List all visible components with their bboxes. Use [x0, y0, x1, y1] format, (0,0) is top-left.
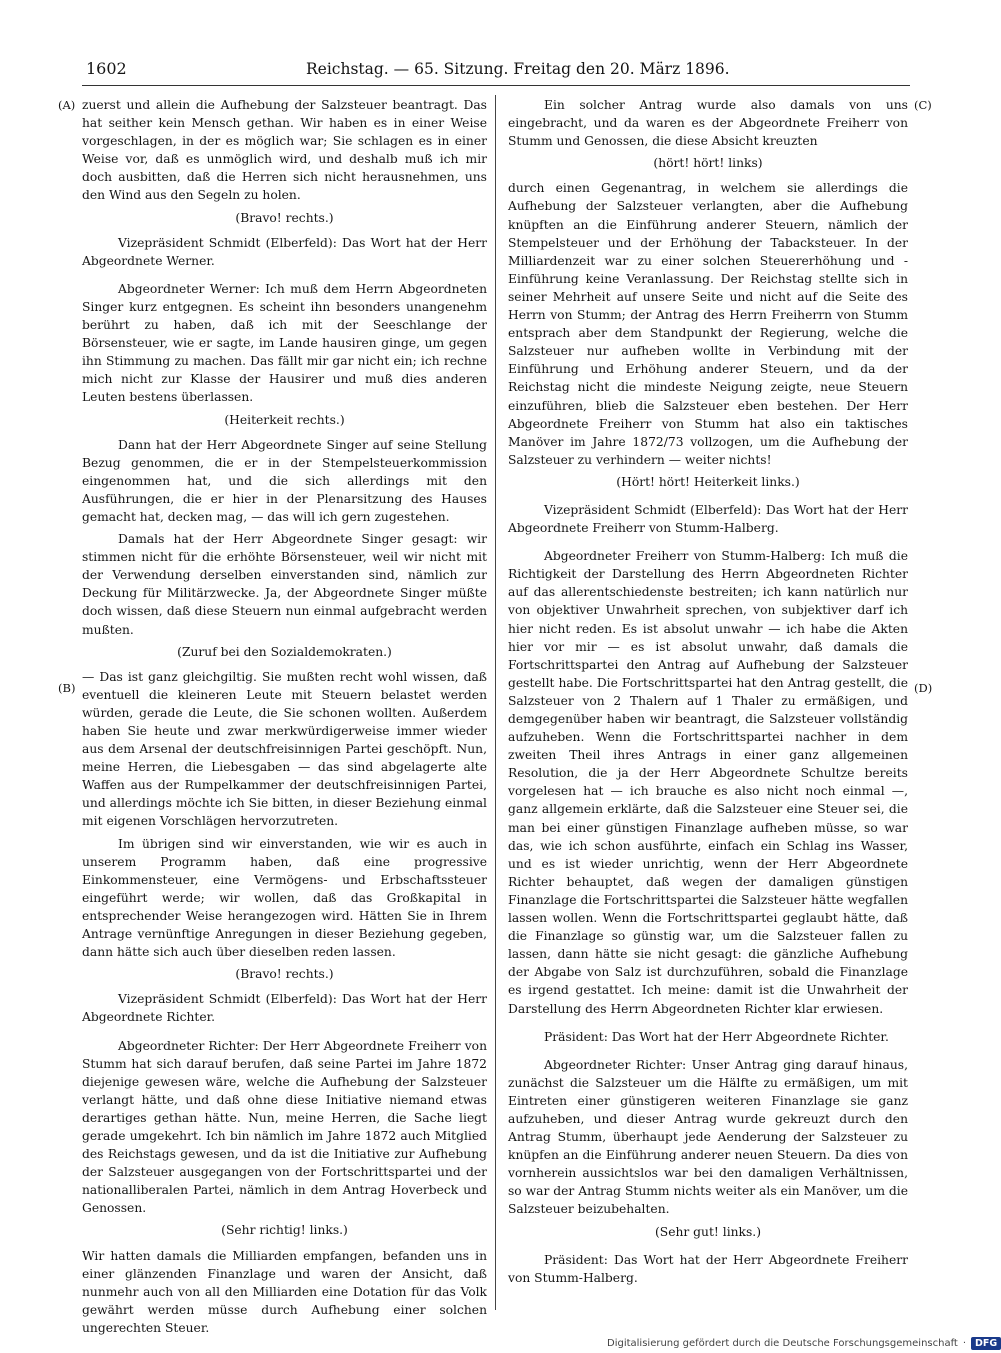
- paragraph: Abgeordneter Richter: Unser Antrag ging darauf hinaus, zunächst die Salzsteuer um die Hälfte zu ermäßigen, um mit Eintreten einer günstigeren weiteren Finanzlage sie ganz aufzuheben, und dieser Antrag wurde gekreuzt durch den Antrag Stumm, überhaupt jede Aenderung der Salzsteuer zu knüpfen an die Einführung anderer neuen Steuern. Da dies von vornherein aussichtslos war bei den damaligen Verhältnissen, so war der Antrag Stumm nichts weiter als ein Manöver, um die Salzsteuer beizubehalten.: [508, 1057, 908, 1217]
- running-head: Reichstag. — 65. Sitzung. Freitag den 20. März 1896.: [306, 60, 730, 78]
- footer-credit: Digitalisierung gefördert durch die Deutsche Forschungsgemeinschaft: [607, 1338, 958, 1349]
- left-column: [82, 96, 487, 1335]
- margin-marker-d: (D): [914, 681, 933, 695]
- paragraph: Abgeordneter Freiherr von Stumm-Halberg: Ich muß die Richtigkeit der Darstellung des Herrn Abgeordneten Richter auf das allerentschiedenste bestreiten; ich kann natürlich nur von objektiver Unwahrheit sprechen, von subjektiver darf ich hier nicht reden. Es ist absolut unwahr — ich habe die Akten hier vor mir — es ist absolut unwahr, daß damals die Fortschrittspartei den Antrag auf Aufhebung der Salzsteuer gestellt habe. Die Fortschrittspartei hat den Antrag gestellt, die Salzsteuer von 2 Thalern auf 1 Thaler zu ermäßigen, und demgegenüber haben wir beantragt, die Salzsteuer vollständig aufzuheben. Wenn die Fortschrittspartei nachher in dem zweiten Theil ihres Antrags in einer ganz allgemeinen Resolution, die ja der Herr Abgeordnete Schultze bereits vorgelesen hat — ich brauche es also nicht noch einmal —, ganz allgemein erklärte, daß die Salzsteuer eine Steuer sei, die man bei einer günstigen Finanzlage aufheben müsse, so war das, wie ich schon ausführte, einfach ein Schlag ins Wasser, und es ist wieder unrichtig, wenn der Herr Abgeordnete Richter behauptet, daß wegen der damaligen günstigen Finanzlage die Fortschrittspartei die Salzsteuer hätte wegfallen lassen wollen. Wenn die Fortschrittspartei geglaubt hätte, daß die Finanzlage so günstig war, um die Salzsteuer fallen zu lassen, dann hätte sie nicht gesagt: die gänzliche Aufhebung der Abgabe von Salz ist durchzuführen, sobald die Finanzlage es irgend gestattet. Ich meine: damit ist die Unwahrheit der Darstellung des Herrn Abgeordneten Richter klar erwiesen.: [508, 549, 908, 1016]
- paragraph: Präsident: Das Wort hat der Herr Abgeordnete Freiherr von Stumm-Halberg.: [508, 1252, 908, 1285]
- interjection: (Bravo! rechts.): [235, 967, 334, 982]
- right-column: [508, 96, 908, 1296]
- paragraph: Vizepräsident Schmidt (Elberfeld): Das Wort hat der Herr Abgeordnete Richter.: [82, 992, 487, 1025]
- interjection: (hört! hört! links): [653, 156, 763, 171]
- footer: Digitalisierung gefördert durch die Deutsche Forschungsgemeinschaft · DFG: [607, 1337, 987, 1350]
- dfg-logo: DFG: [971, 1337, 1001, 1350]
- paragraph: Im übrigen sind wir einverstanden, wie wir es auch in unserem Programm haben, daß eine progressive Einkommensteuer, eine Vermögens- und Erbschaftssteuer eingeführt werde; wir wollen, daß das Großkapital in entsprechender Weise herangezogen wird. Hätten Sie in Ihrem Antrage vernünftige Anregungen in dieser Beziehung gegeben, dann hätte sich auch über dieselben reden lassen.: [82, 836, 487, 960]
- interjection: (Zuruf bei den Sozialdemokraten.): [177, 644, 392, 659]
- margin-marker-b: (B): [58, 681, 76, 695]
- page-header: [82, 54, 910, 84]
- interjection: (Heiterkeit rechts.): [224, 412, 345, 427]
- column-divider: [495, 95, 496, 1310]
- paragraph: Vizepräsident Schmidt (Elberfeld): Das Wort hat der Herr Abgeordnete Werner.: [82, 235, 487, 268]
- paragraph: Präsident: Das Wort hat der Herr Abgeordnete Richter.: [544, 1029, 889, 1044]
- paragraph: durch einen Gegenantrag, in welchem sie allerdings die Aufhebung der Salzsteuer verlangten, aber die Aufhebung knüpften an die Einführung anderer Steuern, nämlich der Stempelsteuer und der Erhöhung der Tabacksteuer. In der Milliardenzeit war zu einer solchen Steuererhöhung und -Einführung keine Veranlassung. Der Reichstag stellte sich in seiner Mehrheit auf unsere Seite und nicht auf die Seite des Herrn von Stumm; der Antrag des Herrn Freiherrn von Stumm entsprach aber dem Standpunkt der Regierung, welche die Salzsteuer nur aufheben wollte in Verbindung mit der Einführung und Erhöhung anderer Steuern, und da der Reichstag nicht die mindeste Neigung zeigte, neue Steuern einzuführen, blieb die Salzsteuer eben bestehen. Der Herr Abgeordnete Freiherr von Stumm hat also ein taktisches Manöver im Jahre 1872/73 vollzogen, um die Aufhebung der Salzsteuer zu verhindern — weiter nichts!: [508, 181, 908, 467]
- margin-marker-a: (A): [58, 98, 76, 112]
- paragraph: Damals hat der Herr Abgeordnete Singer gesagt: wir stimmen nicht für die erhöhte Börsensteuer, weil wir nicht mit der Verwendung derselben einverstanden sind, nämlich zur Deckung für Militärzwecke. Ja, der Abgeordnete Singer müßte doch wissen, daß diese Steuern nun einmal aufgebracht werden mußten.: [82, 532, 487, 637]
- paragraph: Abgeordneter Werner: Ich muß dem Herrn Abgeordneten Singer kurz entgegnen. Es scheint ihn besonders unangenehm berührt zu haben, daß ich mit der Seeschlange der Börsensteuer, wie er sagte, im Lande hausiren ginge, um gegen ihn Stimmung zu machen. Das fällt mir gar nicht ein; ich rechne mich nicht zur Klasse der Hausirer und muß dies anderen Leuten bestens überlassen.: [82, 281, 487, 405]
- interjection: (Hört! hört! Heiterkeit links.): [616, 474, 800, 489]
- page-number: 1602: [86, 59, 127, 78]
- paragraph: Vizepräsident Schmidt (Elberfeld): Das Wort hat der Herr Abgeordnete Freiherr von Stumm-Halberg.: [508, 502, 908, 536]
- interjection: (Sehr richtig! links.): [221, 1223, 348, 1238]
- paragraph: Dann hat der Herr Abgeordnete Singer auf seine Stellung Bezug genommen, die er in der Stempelsteuerkommission eingenommen hat, und die sich allerdings mit den Ausführungen, die er hier in der Plenarsitzung des Hauses gemacht hat, decken mag, — das will ich gern zugestehen.: [82, 437, 487, 524]
- header-rule: [82, 85, 910, 86]
- paragraph: Ein solcher Antrag wurde also damals von uns eingebracht, und da waren es der Abgeordnete Freiherr von Stumm und Genossen, die diese Absicht kreuzten: [508, 98, 908, 149]
- paragraph: Wir hatten damals die Milliarden empfangen, befanden uns in einer glänzenden Finanzlage und waren der Ansicht, daß nunmehr auch von all den Milliarden eine Dotation für das Volk gewährt werden müsse durch Aufhebung einer solchen ungerechten Steuer.: [82, 1248, 487, 1335]
- paragraph: Abgeordneter Richter: Der Herr Abgeordnete Freiherr von Stumm hat sich darauf berufen, daß seine Partei im Jahre 1872 diejenige gewesen wäre, welche die Aufhebung der Salzsteuer verlangt hätte, und daß ohne diese Initiative niemand etwas derartiges gethan hätte. Nun, meine Herren, die Sache liegt gerade umgekehrt. Ich bin nämlich im Jahre 1872 auch Mitglied des Reichstags gewesen, und da ist die Initiative zur Aufhebung der Salzsteuer ausgegangen von der Fortschrittspartei und der nationalliberalen Partei, nämlich in dem Antrag Hoverbeck und Genossen.: [82, 1038, 487, 1216]
- paragraph: — Das ist ganz gleichgiltig. Sie mußten recht wohl wissen, daß eventuell die kleineren Leute mit Steuern belastet werden würden, gerade die Leute, die Sie schonen wollten. Außerdem haben Sie heute und zwar merkwürdigerweise immer wieder aus dem Arsenal der deutschfreisinnigen Partei geschöpft. Nun, meine Herren, die Liebesgaben — das sind abgelagerte alte Waffen aus der Rumpelkammer der deutschfreisinnigen Partei, und allerdings möchte ich Sie bitten, in dieser Beziehung einmal mit eigenen Vorschlägen hervorzutreten.: [82, 669, 487, 829]
- margin-marker-c: (C): [914, 98, 932, 112]
- interjection: (Sehr gut! links.): [654, 1224, 762, 1239]
- paragraph: zuerst und allein die Aufhebung der Salzsteuer beantragt. Das hat seither kein Mensch gethan. Wir haben es in einer Weise vorgeschlagen, in der es möglich war; Sie schlagen es in einer Weise vor, daß es unmöglich wird, und deshalb muß ich mir doch ausbitten, daß die Herren sich nicht herausnehmen, uns den Wind aus den Segeln zu holen.: [82, 98, 487, 203]
- interjection: (Bravo! rechts.): [235, 210, 334, 225]
